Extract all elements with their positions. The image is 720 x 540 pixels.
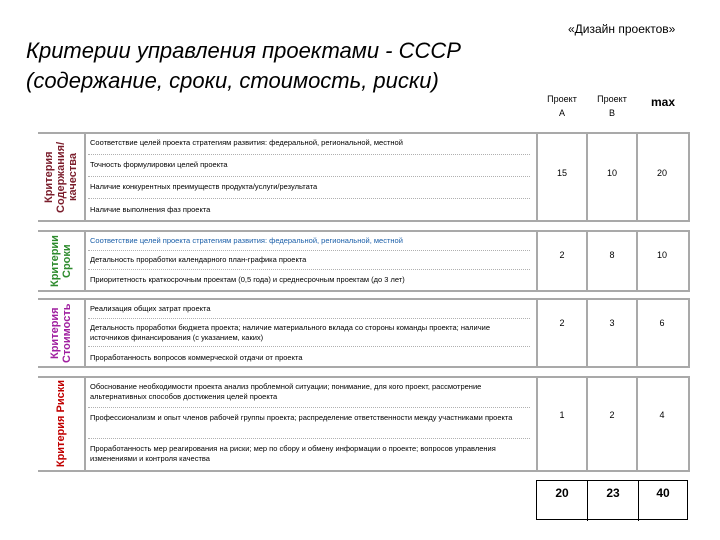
row-divider bbox=[88, 438, 530, 439]
section-content-label-box bbox=[38, 132, 86, 222]
page-subtitle: (содержание, сроки, стоимость, риски) bbox=[26, 68, 439, 93]
section-cost-label-box bbox=[38, 298, 86, 368]
row-divider bbox=[88, 250, 530, 251]
column-header-project-a-line1: Проект bbox=[547, 94, 577, 104]
criterion-item: Детальность проработки календарного план-графика проекта bbox=[90, 255, 307, 264]
criterion-item: Соответствие целей проекта стратегиям развития: федеральной, региональной, местной bbox=[90, 236, 403, 245]
row-divider bbox=[88, 198, 530, 199]
totals-row bbox=[536, 480, 688, 520]
column-header-project-b-line1: Проект bbox=[597, 94, 627, 104]
section-time-label: Критерии Сроки bbox=[49, 235, 73, 287]
column-header-project-b-line2: В bbox=[608, 108, 615, 118]
row-divider bbox=[88, 407, 530, 408]
row-divider bbox=[88, 269, 530, 270]
score-project-b: 8 bbox=[609, 250, 615, 260]
total-max: 40 bbox=[656, 486, 670, 500]
section-cost-label: Критерия Стоимость bbox=[49, 303, 73, 363]
score-project-b: 3 bbox=[609, 318, 615, 328]
criterion-item: Наличие конкурентных преимуществ продукта/услуги/результата bbox=[90, 182, 318, 191]
column-header-max: max bbox=[650, 95, 676, 109]
total-project-a: 20 bbox=[555, 486, 569, 500]
criterion-item: Проработанность мер реагирования на риски; мер по сбору и обмену информации о проекте; вопросов управления изменениями и контроля качества bbox=[90, 444, 496, 463]
column-header-project-b bbox=[588, 92, 636, 130]
score-max: 20 bbox=[656, 168, 667, 178]
column-header-project-a-line2: А bbox=[558, 108, 565, 118]
criterion-item: Обоснование необходимости проекта анализ проблемной ситуации; понимание, для кого проект, рассмотрение альтернативных способов достижения целей проекта bbox=[90, 382, 482, 401]
brand-label: «Дизайн проектов» bbox=[568, 22, 676, 36]
column-divider bbox=[586, 298, 588, 368]
section-time-label-box bbox=[38, 230, 86, 292]
score-max: 4 bbox=[659, 410, 665, 420]
score-project-b: 10 bbox=[606, 168, 617, 178]
total-project-b: 23 bbox=[606, 486, 620, 500]
section-content-label: Критерия Содержания/ качества bbox=[43, 141, 79, 213]
score-project-a: 15 bbox=[556, 168, 567, 178]
criterion-item: Реализация общих затрат проекта bbox=[90, 304, 211, 313]
column-divider bbox=[636, 298, 638, 368]
column-divider bbox=[636, 376, 638, 472]
score-project-a: 2 bbox=[559, 318, 565, 328]
row-divider bbox=[88, 318, 530, 319]
criterion-item: Детальность проработки бюджета проекта; наличие материального вклада со стороны команды проекта; наличие источников финансирования (с указанием, каких) bbox=[90, 323, 490, 342]
page-title: Критерии управления проектами - СССР bbox=[26, 38, 461, 63]
section-risk-label: Критерия Риски bbox=[55, 380, 67, 468]
row-divider bbox=[88, 154, 530, 155]
row-divider bbox=[88, 346, 530, 347]
column-divider bbox=[536, 376, 538, 472]
column-divider bbox=[586, 376, 588, 472]
criterion-item: Проработанность вопросов коммерческой отдачи от проекта bbox=[90, 353, 303, 362]
score-project-a: 2 bbox=[559, 250, 565, 260]
row-divider bbox=[88, 176, 530, 177]
column-divider bbox=[536, 298, 538, 368]
criterion-item: Точность формулировки целей проекта bbox=[90, 160, 228, 169]
column-header-project-a bbox=[538, 92, 586, 130]
criterion-item: Наличие выполнения фаз проекта bbox=[90, 205, 211, 214]
column-divider bbox=[586, 230, 588, 292]
score-max: 10 bbox=[656, 250, 667, 260]
criterion-item: Приоритетность краткосрочным проектам (0,5 года) и среднесрочным проектам (до 3 лет) bbox=[90, 275, 405, 284]
section-risk-label-box bbox=[38, 376, 86, 472]
criterion-item: Профессионализм и опыт членов рабочей группы проекта; распределение ответственности между участниками проекта bbox=[90, 413, 513, 422]
column-divider bbox=[636, 230, 638, 292]
score-max: 6 bbox=[659, 318, 665, 328]
score-project-b: 2 bbox=[609, 410, 615, 420]
column-divider bbox=[536, 230, 538, 292]
score-project-a: 1 bbox=[559, 410, 565, 420]
criterion-item: Соответствие целей проекта стратегиям развития: федеральной, региональной, местной bbox=[90, 138, 403, 147]
